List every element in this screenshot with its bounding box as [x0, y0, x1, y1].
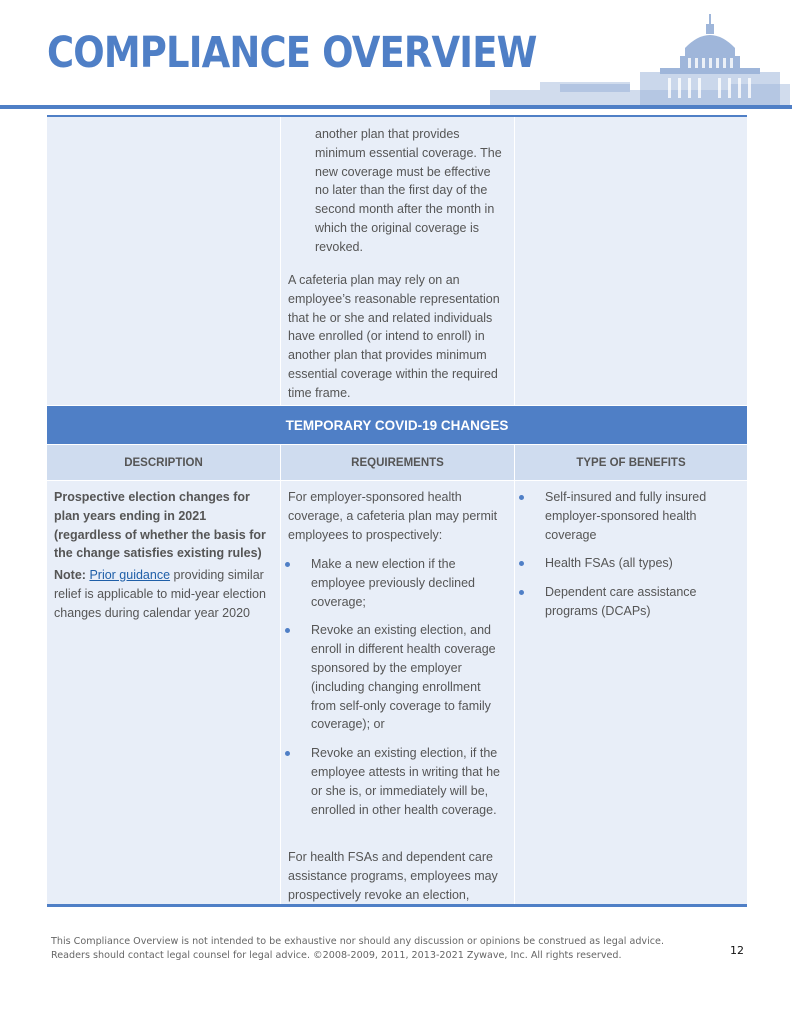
section-title: TEMPORARY COVID-19 CHANGES — [47, 406, 747, 444]
prior-guidance-link[interactable]: Prior guidance — [89, 568, 171, 582]
description-heading: Prospective election changes for plan years ending in 2021 (regardless of whether the basis for the change satisfies existing rules) — [54, 490, 266, 561]
list-item: Revoke an existing election, if the employee attests in writing that he or she is, or immediately will be, enrolled in other health coverage. — [281, 744, 509, 819]
requirements-list — [281, 555, 509, 829]
column-header-benefits: TYPE OF BENEFITS — [515, 445, 747, 480]
requirements-outro: For health FSAs and dependent care assistance programs, employees may prospectively revoke an election, — [288, 850, 498, 902]
column-header-row — [47, 445, 747, 480]
requirements-intro: For employer-sponsored health coverage, a cafeteria plan may permit employees to prospectively: — [288, 490, 498, 542]
table-bottom-rule — [47, 904, 747, 907]
capitol-building-icon — [480, 10, 792, 108]
note-text: providing similar relief is applicable to mid-year election changes during calendar year 2020 — [54, 568, 266, 620]
page-title: COMPLIANCE OVERVIEW — [47, 28, 537, 78]
page-number: 12 — [730, 944, 744, 957]
continued-benefits-cell — [515, 117, 747, 405]
benefits-cell — [515, 481, 747, 905]
description-note — [54, 566, 276, 622]
footer-disclaimer — [51, 935, 731, 963]
benefits-list — [515, 488, 743, 631]
column-header-description: DESCRIPTION — [47, 445, 280, 480]
list-item: Make a new election if the employee previously declined coverage; — [281, 555, 509, 611]
table-row — [47, 481, 747, 905]
note-label: Note: — [54, 568, 86, 582]
list-item: Revoke an existing election, and enroll in different health coverage sponsored by the employer (including changing enrollment from self-only coverage to family coverage); or — [281, 621, 509, 734]
requirements-cell — [281, 481, 514, 905]
list-item: Health FSAs (all types) — [515, 554, 743, 573]
table-top-rule — [47, 115, 747, 117]
footer-disclaimer-line1: This Compliance Overview is not intended to be exhaustive nor should any discussion or opinions be construed as legal advice. — [51, 936, 664, 947]
continued-indented-text: another plan that provides minimum essential coverage. The new coverage must be effective no later than the first day of the second month after the month in which the original coverage is revoked. — [315, 127, 502, 254]
footer-disclaimer-line2: Readers should contact legal counsel for legal advice. ©2008-2009, 2011, 2013-2021 Zywave, Inc. All rights reserved. — [51, 950, 622, 961]
column-header-requirements: REQUIREMENTS — [281, 445, 514, 480]
header-rule — [0, 105, 792, 109]
continued-row — [47, 117, 747, 405]
description-cell — [47, 481, 280, 905]
continued-requirements-cell — [281, 117, 514, 405]
list-item: Dependent care assistance programs (DCAPs) — [515, 583, 743, 621]
list-item: Self-insured and fully insured employer-sponsored health coverage — [515, 488, 743, 544]
continued-description-cell — [47, 117, 280, 405]
continued-paragraph: A cafeteria plan may rely on an employee’s reasonable representation that he or she and related individuals have enrolled (or intend to enroll) in another plan that provides minimum essential coverage within the required time frame. — [288, 273, 500, 400]
